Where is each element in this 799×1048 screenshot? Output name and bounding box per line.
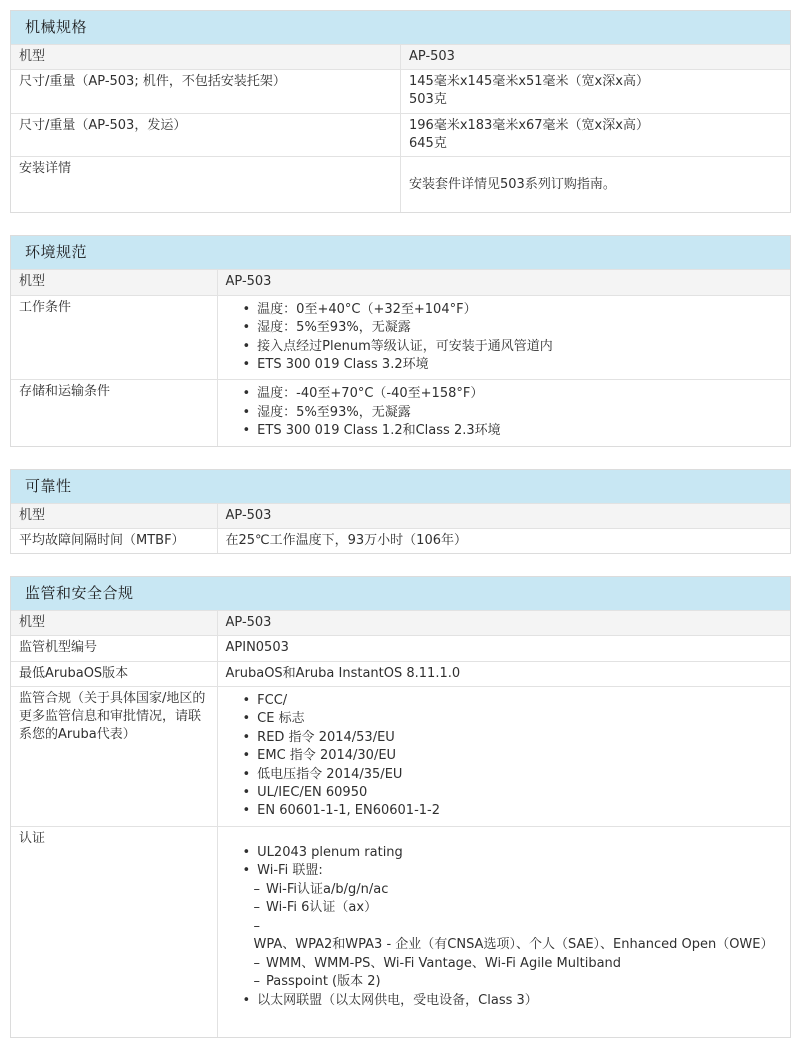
spec-label: 安装详情 — [11, 156, 401, 212]
section-title: 环境规范 — [25, 243, 88, 262]
value-line: 645克 — [409, 135, 447, 151]
bullet-item: • UL/IEC/EN 60950 — [243, 784, 783, 802]
spec-value: AP-503 — [217, 611, 790, 636]
table-row — [11, 113, 790, 156]
bullet-list — [226, 385, 783, 440]
spec-label: 最低ArubaOS版本 — [11, 661, 217, 686]
bullet-list — [226, 301, 783, 375]
spec-label: 存储和运输条件 — [11, 380, 217, 446]
spec-label: 监管合规（关于具体国家/地区的更多监管信息和审批情况，请联系您的Aruba代表） — [11, 686, 217, 826]
spec-label: 尺寸/重量（AP-503; 机件，不包括安装托架） — [11, 70, 401, 113]
spec-table — [11, 44, 790, 212]
spec-table — [11, 503, 790, 553]
value-line: 196毫米x183毫米x67毫米（宽x深x高） — [409, 117, 649, 133]
bullet-item: • ETS 300 019 Class 3.2环境 — [243, 356, 783, 374]
spec-table — [11, 269, 790, 445]
bullet-item: • EN 60601-1-1, EN60601-1-2 — [243, 802, 783, 820]
spec-value — [401, 113, 791, 156]
section-title: 可靠性 — [25, 476, 72, 495]
dash-item: – Passpoint (版本 2) — [243, 973, 783, 991]
table-row — [11, 70, 790, 113]
spec-value — [217, 826, 790, 1037]
section-mechanical-specifications — [10, 10, 791, 213]
spec-value: 在25℃工作温度下，93万小时（106年） — [217, 528, 790, 553]
spec-value: APIN0503 — [217, 636, 790, 661]
section-header — [11, 470, 790, 503]
dash-item: – WMM、WMM-PS、Wi-Fi Vantage、Wi-Fi Agile Multiband — [243, 955, 783, 973]
spec-value — [217, 686, 790, 826]
spec-value — [217, 380, 790, 446]
table-row — [11, 661, 790, 686]
bullet-item: • CE 标志 — [243, 710, 783, 728]
bullet-item: • FCC/ — [243, 692, 783, 710]
spec-value: ArubaOS和Aruba InstantOS 8.11.1.0 — [217, 661, 790, 686]
spec-label: 机型 — [11, 503, 217, 528]
table-row — [11, 380, 790, 446]
section-reliability — [10, 469, 791, 554]
bullet-list — [226, 832, 783, 1032]
table-row — [11, 826, 790, 1037]
bullet-item: • 湿度：5%至93%，无凝露 — [243, 404, 783, 422]
section-header — [11, 11, 790, 44]
spec-label: 认证 — [11, 826, 217, 1037]
spec-table — [11, 610, 790, 1037]
spec-label: 机型 — [11, 270, 217, 295]
dash-item: – WPA、WPA2和WPA3 - 企业（有CNSA选项）、个人（SAE）、Enhanced Open（OWE） — [243, 918, 783, 955]
spec-label: 平均故障间隔时间（MTBF） — [11, 528, 217, 553]
bullet-item: • 温度：-40至+70°C（-40至+158°F） — [243, 385, 783, 403]
bullet-list — [226, 692, 783, 821]
value-line: 503克 — [409, 92, 447, 108]
spec-value: 安装套件详情见503系列订购指南。 — [401, 156, 791, 212]
section-regulatory-safety-compliance — [10, 576, 791, 1038]
dash-item: – Wi-Fi认证a/b/g/n/ac — [243, 881, 783, 899]
bullet-item: • 接入点经过Plenum等级认证，可安装于通风管道内 — [243, 338, 783, 356]
table-row — [11, 156, 790, 212]
bullet-item: • 以太网联盟（以太网供电，受电设备，Class 3） — [243, 992, 783, 1010]
table-row — [11, 45, 790, 70]
spec-label: 工作条件 — [11, 295, 217, 380]
bullet-item: • EMC 指令 2014/30/EU — [243, 747, 783, 765]
bullet-item: • 低电压指令 2014/35/EU — [243, 766, 783, 784]
value-line: 145毫米x145毫米x51毫米（宽x深x高） — [409, 74, 649, 90]
table-row — [11, 636, 790, 661]
section-title: 机械规格 — [25, 18, 88, 36]
bullet-item: • Wi-Fi 联盟: — [243, 862, 783, 880]
table-row — [11, 295, 790, 380]
spec-value — [401, 70, 791, 113]
bullet-item: • RED 指令 2014/53/EU — [243, 729, 783, 747]
spec-label: 尺寸/重量（AP-503，发运） — [11, 113, 401, 156]
table-row — [11, 528, 790, 553]
spec-value — [217, 295, 790, 380]
section-header — [11, 577, 790, 610]
section-header — [11, 236, 790, 269]
spec-label: 机型 — [11, 45, 401, 70]
table-row — [11, 611, 790, 636]
table-row — [11, 270, 790, 295]
table-row — [11, 503, 790, 528]
section-title: 监管和安全合规 — [25, 584, 134, 603]
bullet-item: • UL2043 plenum rating — [243, 844, 783, 862]
dash-item: – Wi-Fi 6认证（ax） — [243, 899, 783, 917]
bullet-item: • 湿度：5%至93%，无凝露 — [243, 319, 783, 337]
table-row — [11, 686, 790, 826]
spec-label: 监管机型编号 — [11, 636, 217, 661]
spec-value: AP-503 — [401, 45, 791, 70]
spec-label: 机型 — [11, 611, 217, 636]
bullet-item: • ETS 300 019 Class 1.2和Class 2.3环境 — [243, 422, 783, 440]
section-environmental-specifications — [10, 235, 791, 446]
bullet-item: • 温度：0至+40°C（+32至+104°F） — [243, 301, 783, 319]
spec-value: AP-503 — [217, 270, 790, 295]
spec-value: AP-503 — [217, 503, 790, 528]
